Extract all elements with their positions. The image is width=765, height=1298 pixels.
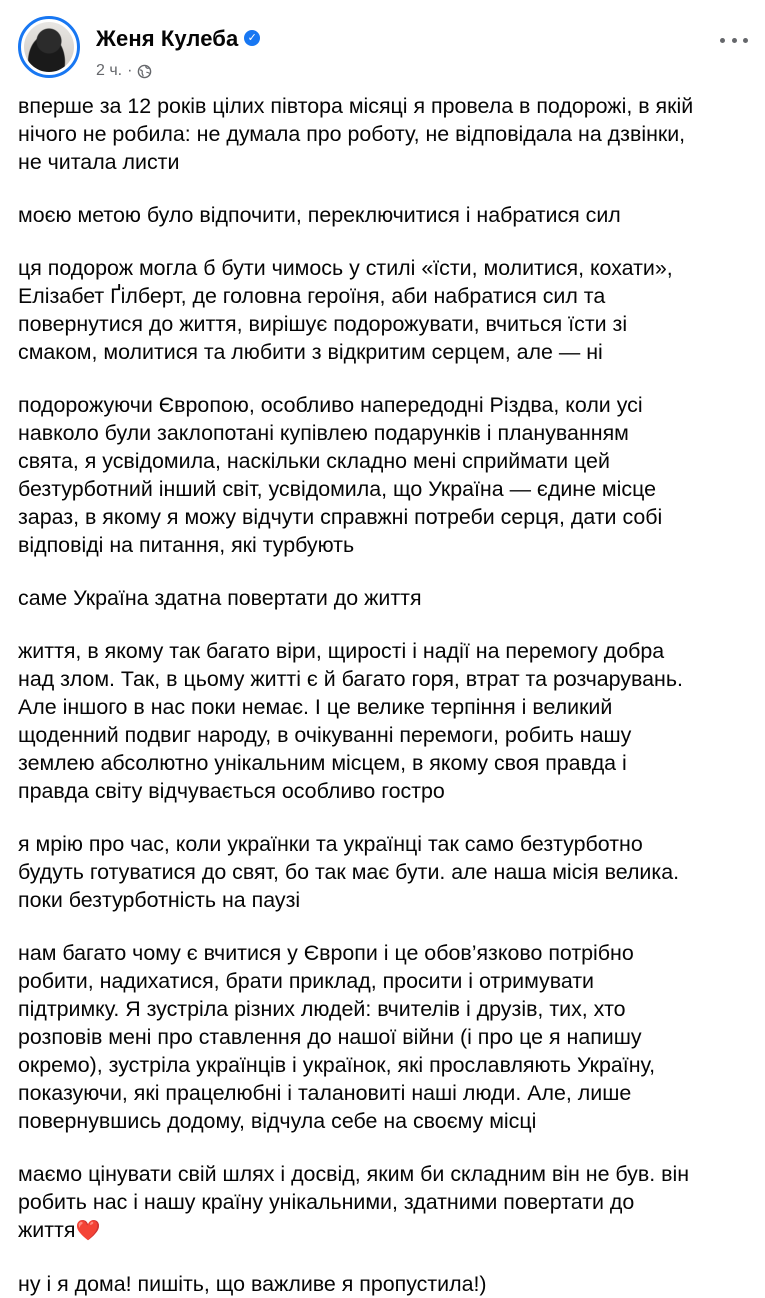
- post-header: [18, 16, 748, 80]
- author-name-row: [96, 26, 260, 52]
- verified-badge-icon: ✓: [244, 30, 260, 46]
- post-paragraph: моєю метою було відпочити, переключитися і набратися сил: [18, 203, 621, 227]
- author-name[interactable]: Женя Кулеба: [96, 26, 239, 51]
- post-paragraph: саме Україна здатна повертати до життя: [18, 586, 422, 610]
- post-paragraph: подорожуючи Європою, особливо напередодні Різдва, коли усі навколо були заклопотані купівлею подарунків і плануванням свята, я усвідомила, наскільки складно мені сприймати цей безтурботний інший світ, усвідомила, що Україна — єдине місце зараз, в якому я можу відчути справжні потреби серця, дати собі відповіді на питання, які турбують: [18, 393, 663, 557]
- dot: [732, 38, 737, 43]
- post-paragraph-text: маємо цінувати свій шлях і досвід, яким би складним він не був. він робить нас і нашу країну унікальними, здатними повертати до життя: [18, 1162, 690, 1242]
- post-paragraph: [18, 1160, 753, 1245]
- meta-separator: ·: [127, 62, 133, 79]
- globe-icon[interactable]: [137, 64, 152, 79]
- post-time[interactable]: 2 ч.: [96, 62, 123, 79]
- heart-icon: ❤️: [75, 1220, 101, 1242]
- post-paragraph: я мрію про час, коли українки та українці так само безтурботно будуть готуватися до свят, бо так має бути. але наша місія велика. поки безтурботність на паузі: [18, 832, 680, 912]
- dot: [743, 38, 748, 43]
- post-text: [18, 92, 753, 1298]
- post-paragraph: ну і я дома! пишіть, що важливе я пропустила!): [18, 1272, 487, 1296]
- post-paragraph: ця подорож могла б бути чимось у стилі «їсти, молитися, кохати», Елізабет Ґілберт, де головна героїня, аби набратися сил та повернутися до життя, вирішує подорожувати, вчиться їсти зі смаком, молитися та любити з відкритим серцем, але — ні: [18, 256, 673, 364]
- avatar-photo: [24, 22, 74, 72]
- post-paragraph: нам багато чому є вчитися у Європи і це обов’язково потрібно робити, надихатися, брати приклад, просити і отримувати підтримку. Я зустріла різних людей: вчителів і друзів, тих, хто розповів мені про ставлення до нашої війни (і про це я напишу окремо), зустріла українців і українок, які прославляють Україну, показуючи, які працелюбні і талановиті наші люди. Але, лише повернувшись додому, відчула себе на своєму місці: [18, 941, 656, 1133]
- post-paragraph: життя, в якому так багато віри, щирості і надії на перемогу добра над злом. Так, в цьому житті є й багато горя, втрат та розчарувань. Але іншого в нас поки немає. І це велике терпіння і великий щоденний подвиг народу, в очікуванні перемоги, робить нашу землею абсолютно унікальним місцем, в якому своя правда і правда світу відчувається особливо гостро: [18, 639, 683, 803]
- more-options-button[interactable]: [720, 32, 748, 48]
- post-meta: [96, 62, 152, 80]
- dot: [720, 38, 725, 43]
- author-avatar[interactable]: [18, 16, 80, 78]
- post-paragraph: вперше за 12 років цілих півтора місяці я провела в подорожі, в якій нічого не робила: не думала про роботу, не відповідала на дзвінки, не читала листи: [18, 94, 694, 174]
